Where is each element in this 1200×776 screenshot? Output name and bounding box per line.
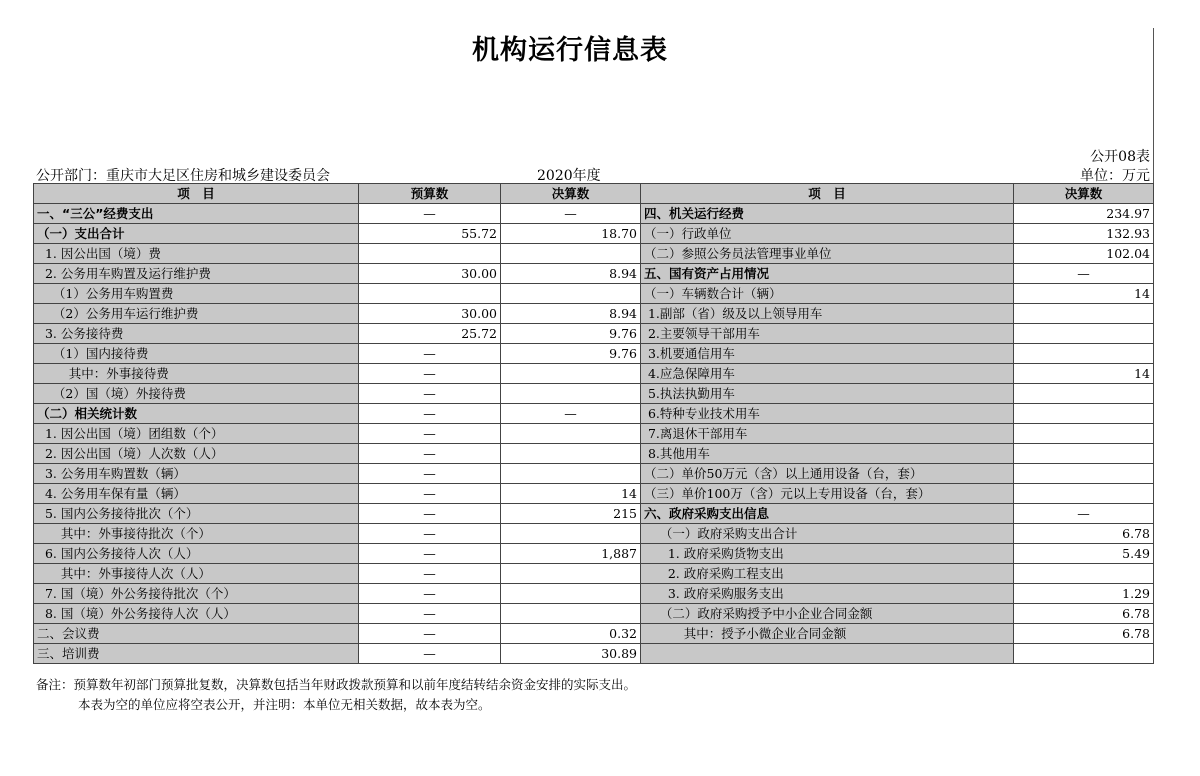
final-left-cell <box>501 604 641 624</box>
budget-cell: — <box>359 464 501 484</box>
final-left-cell: 215 <box>501 504 641 524</box>
table-row <box>34 564 1154 584</box>
left-item-cell: 7. 国（境）外公务接待批次（个） <box>34 584 359 604</box>
final-right-cell: 234.97 <box>1014 204 1154 224</box>
header-final-left: 决算数 <box>501 184 641 204</box>
final-right-cell <box>1014 404 1154 424</box>
table-header-row <box>34 184 1154 204</box>
header-final-right: 决算数 <box>1014 184 1154 204</box>
final-left-cell <box>501 444 641 464</box>
table-row <box>34 224 1154 244</box>
budget-cell: — <box>359 364 501 384</box>
final-right-cell <box>1014 484 1154 504</box>
final-right-cell <box>1014 564 1154 584</box>
final-left-cell <box>501 244 641 264</box>
table-row <box>34 364 1154 384</box>
budget-cell: — <box>359 524 501 544</box>
final-right-cell <box>1014 644 1154 664</box>
final-right-cell <box>1014 424 1154 444</box>
table-row <box>34 424 1154 444</box>
fiscal-year: 2020年度 <box>537 168 601 184</box>
note-line-2: 本表为空的单位应将空表公开，并注明：本单位无相关数据，故本表为空。 <box>78 697 491 712</box>
right-item-cell: 四、机关运行经费 <box>641 204 1014 224</box>
table-row <box>34 204 1154 224</box>
left-item-cell: 其中：外事接待批次（个） <box>34 524 359 544</box>
left-item-cell: 2. 因公出国（境）人次数（人） <box>34 444 359 464</box>
header-right-item: 项 目 <box>641 184 1014 204</box>
table-row <box>34 444 1154 464</box>
budget-cell: — <box>359 624 501 644</box>
left-item-cell: 1. 因公出国（境）团组数（个） <box>34 424 359 444</box>
final-right-cell <box>1014 304 1154 324</box>
left-item-cell: 4. 公务用车保有量（辆） <box>34 484 359 504</box>
budget-cell: 25.72 <box>359 324 501 344</box>
final-left-cell: — <box>501 404 641 424</box>
final-right-cell: 1.29 <box>1014 584 1154 604</box>
table-row <box>34 464 1154 484</box>
right-item-cell: 其中：授予小微企业合同金额 <box>641 624 1014 644</box>
left-item-cell: 8. 国（境）外公务接待人次（人） <box>34 604 359 624</box>
budget-cell: 55.72 <box>359 224 501 244</box>
table-row <box>34 524 1154 544</box>
final-right-cell: — <box>1014 264 1154 284</box>
page-title: 机构运行信息表 <box>472 35 668 66</box>
note-line-1: 备注：预算数年初部门预算批复数，决算数包括当年财政拨款预算和以前年度结转结余资金安排的实际支出。 <box>36 677 637 692</box>
final-left-cell <box>501 284 641 304</box>
right-item-cell: 2. 政府采购工程支出 <box>641 564 1014 584</box>
table-row <box>34 284 1154 304</box>
final-left-cell <box>501 464 641 484</box>
final-left-cell <box>501 424 641 444</box>
final-right-cell: 5.49 <box>1014 544 1154 564</box>
form-number: 公开08表 <box>1090 149 1150 165</box>
right-item-cell: 五、国有资产占用情况 <box>641 264 1014 284</box>
table-row <box>34 384 1154 404</box>
right-item-cell: （二）参照公务员法管理事业单位 <box>641 244 1014 264</box>
left-item-cell: （二）相关统计数 <box>34 404 359 424</box>
left-item-cell: 5. 国内公务接待批次（个） <box>34 504 359 524</box>
right-item-cell: 六、政府采购支出信息 <box>641 504 1014 524</box>
right-item-cell: 6.特种专业技术用车 <box>641 404 1014 424</box>
info-table <box>33 183 1154 664</box>
final-right-cell <box>1014 384 1154 404</box>
final-left-cell: 8.94 <box>501 264 641 284</box>
final-right-cell: 132.93 <box>1014 224 1154 244</box>
table-row <box>34 584 1154 604</box>
final-left-cell: 18.70 <box>501 224 641 244</box>
final-right-cell: 6.78 <box>1014 524 1154 544</box>
left-item-cell: （1）国内接待费 <box>34 344 359 364</box>
final-left-cell: 1,887 <box>501 544 641 564</box>
budget-cell: — <box>359 444 501 464</box>
budget-cell: — <box>359 644 501 664</box>
final-left-cell: 8.94 <box>501 304 641 324</box>
right-item-cell: （一）车辆数合计（辆） <box>641 284 1014 304</box>
final-left-cell <box>501 384 641 404</box>
left-item-cell: （2）公务用车运行维护费 <box>34 304 359 324</box>
right-item-cell: （一）行政单位 <box>641 224 1014 244</box>
budget-cell: — <box>359 544 501 564</box>
budget-cell <box>359 284 501 304</box>
table-row <box>34 264 1154 284</box>
left-item-cell: （1）公务用车购置费 <box>34 284 359 304</box>
final-right-cell <box>1014 344 1154 364</box>
final-left-cell: 0.32 <box>501 624 641 644</box>
budget-cell: 30.00 <box>359 264 501 284</box>
table-row <box>34 304 1154 324</box>
table-row <box>34 544 1154 564</box>
right-item-cell: 3. 政府采购服务支出 <box>641 584 1014 604</box>
left-item-cell: 其中：外事接待人次（人） <box>34 564 359 584</box>
right-item-cell: 5.执法执勤用车 <box>641 384 1014 404</box>
left-item-cell: 3. 公务接待费 <box>34 324 359 344</box>
table-row <box>34 624 1154 644</box>
budget-cell: — <box>359 204 501 224</box>
right-item-cell: 7.离退休干部用车 <box>641 424 1014 444</box>
right-item-cell: （二）政府采购授予中小企业合同金额 <box>641 604 1014 624</box>
left-item-cell: （一）支出合计 <box>34 224 359 244</box>
left-item-cell: 三、培训费 <box>34 644 359 664</box>
budget-cell: — <box>359 424 501 444</box>
final-left-cell: 30.89 <box>501 644 641 664</box>
header-left-item: 项 目 <box>34 184 359 204</box>
right-item-cell: 1.副部（省）级及以上领导用车 <box>641 304 1014 324</box>
final-left-cell: 9.76 <box>501 324 641 344</box>
left-item-cell: 一、“三公”经费支出 <box>34 204 359 224</box>
budget-cell: — <box>359 604 501 624</box>
left-item-cell: 6. 国内公务接待人次（人） <box>34 544 359 564</box>
table-row <box>34 504 1154 524</box>
page-edge-line <box>1153 28 1154 183</box>
final-right-cell <box>1014 444 1154 464</box>
budget-cell: 30.00 <box>359 304 501 324</box>
table-row <box>34 324 1154 344</box>
final-left-cell <box>501 584 641 604</box>
table-row <box>34 484 1154 504</box>
budget-cell: — <box>359 584 501 604</box>
header-budget: 预算数 <box>359 184 501 204</box>
left-item-cell: 二、会议费 <box>34 624 359 644</box>
left-item-cell: 3. 公务用车购置数（辆） <box>34 464 359 484</box>
right-item-cell: 3.机要通信用车 <box>641 344 1014 364</box>
table-row <box>34 344 1154 364</box>
right-item-cell <box>641 644 1014 664</box>
final-right-cell: 6.78 <box>1014 624 1154 644</box>
budget-cell: — <box>359 504 501 524</box>
right-item-cell: 2.主要领导干部用车 <box>641 324 1014 344</box>
right-item-cell: （三）单价100万（含）元以上专用设备（台，套） <box>641 484 1014 504</box>
left-item-cell: （2）国（境）外接待费 <box>34 384 359 404</box>
right-item-cell: （二）单价50万元（含）以上通用设备（台，套） <box>641 464 1014 484</box>
budget-cell: — <box>359 384 501 404</box>
left-item-cell: 其中：外事接待费 <box>34 364 359 384</box>
table-row <box>34 244 1154 264</box>
left-item-cell: 2. 公务用车购置及运行维护费 <box>34 264 359 284</box>
department-label: 公开部门：重庆市大足区住房和城乡建设委员会 <box>36 168 330 184</box>
final-left-cell: 9.76 <box>501 344 641 364</box>
final-left-cell: — <box>501 204 641 224</box>
final-right-cell: 14 <box>1014 284 1154 304</box>
final-left-cell <box>501 564 641 584</box>
table-row <box>34 404 1154 424</box>
final-left-cell <box>501 364 641 384</box>
final-right-cell: 102.04 <box>1014 244 1154 264</box>
budget-cell: — <box>359 344 501 364</box>
budget-cell <box>359 244 501 264</box>
budget-cell: — <box>359 404 501 424</box>
right-item-cell: 1. 政府采购货物支出 <box>641 544 1014 564</box>
left-item-cell: 1. 因公出国（境）费 <box>34 244 359 264</box>
table-row <box>34 644 1154 664</box>
budget-cell: — <box>359 564 501 584</box>
right-item-cell: （一）政府采购支出合计 <box>641 524 1014 544</box>
final-right-cell: 6.78 <box>1014 604 1154 624</box>
final-left-cell <box>501 524 641 544</box>
unit-label: 单位：万元 <box>1080 168 1150 184</box>
final-right-cell <box>1014 464 1154 484</box>
right-item-cell: 8.其他用车 <box>641 444 1014 464</box>
final-right-cell <box>1014 324 1154 344</box>
final-left-cell: 14 <box>501 484 641 504</box>
table-row <box>34 604 1154 624</box>
final-right-cell: 14 <box>1014 364 1154 384</box>
budget-cell: — <box>359 484 501 504</box>
right-item-cell: 4.应急保障用车 <box>641 364 1014 384</box>
final-right-cell: — <box>1014 504 1154 524</box>
